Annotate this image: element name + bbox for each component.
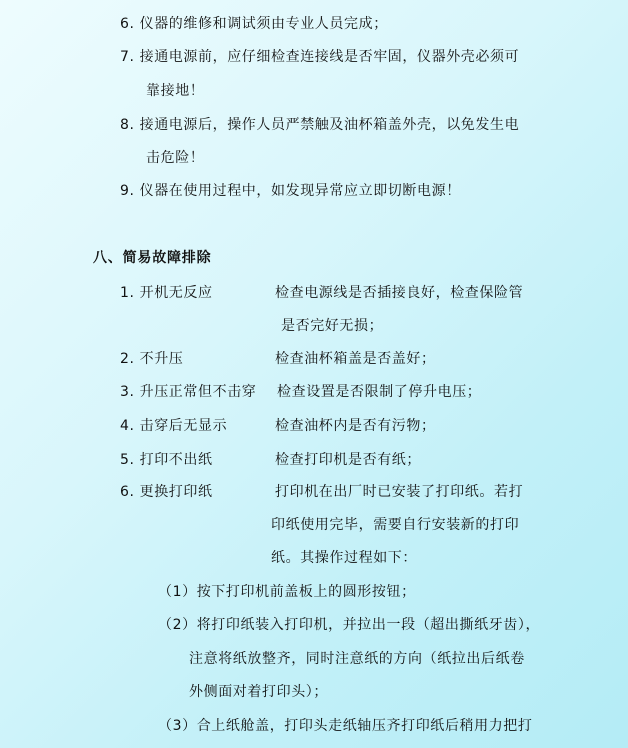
procedure-step-3-line-1: （3）合上纸舱盖，打印头走纸轴压齐打印纸后稍用力把打	[158, 718, 533, 734]
remedy-text: 检查电源线是否插接良好，检查保险管	[275, 285, 524, 301]
remedy-text: 检查打印机是否有纸；	[275, 452, 421, 468]
procedure-step-2-line-3: 外侧面对着打印头）；	[189, 684, 328, 700]
safety-item-8-line-2: 击危险！	[146, 150, 205, 166]
procedure-step-1: （1）按下打印机前盖板上的圆形按钮；	[158, 584, 416, 600]
fault-label: 3. 升压正常但不击穿	[120, 384, 257, 400]
fault-label: 1. 开机无反应	[120, 285, 213, 301]
fault-label: 6. 更换打印纸	[120, 484, 213, 500]
section-heading: 八、简易故障排除	[93, 250, 212, 266]
remedy-text-continued: 是否完好无损；	[281, 318, 384, 334]
safety-item-8-line-1: 8. 接通电源后，操作人员严禁触及油杯箱盖外壳，以免发生电	[120, 117, 520, 133]
remedy-text-continued: 印纸使用完毕，需要自行安装新的打印	[271, 517, 520, 533]
remedy-text: 检查油杯箱盖是否盖好；	[275, 351, 436, 367]
procedure-step-2-line-1: （2）将打印纸装入打印机，并拉出一段（超出撕纸牙齿），	[158, 617, 541, 633]
safety-item-6: 6. 仪器的维修和调试须由专业人员完成；	[120, 16, 388, 32]
fault-label: 5. 打印不出纸	[120, 452, 213, 468]
remedy-text: 打印机在出厂时已安装了打印纸。若打	[275, 484, 524, 500]
safety-item-7-line-1: 7. 接通电源前，应仔细检查连接线是否牢固，仪器外壳必须可	[120, 49, 520, 65]
safety-item-7-line-2: 靠接地！	[146, 83, 205, 99]
remedy-text-continued: 纸。其操作过程如下：	[271, 550, 417, 566]
fault-label: 2. 不升压	[120, 351, 184, 367]
remedy-text: 检查油杯内是否有污物；	[275, 418, 436, 434]
safety-item-9: 9. 仪器在使用过程中，如发现异常应立即切断电源！	[120, 183, 461, 199]
remedy-text: 检查设置是否限制了停升电压；	[277, 384, 482, 400]
fault-label: 4. 击穿后无显示	[120, 418, 228, 434]
procedure-step-2-line-2: 注意将纸放整齐，同时注意纸的方向（纸拉出后纸卷	[189, 651, 525, 667]
